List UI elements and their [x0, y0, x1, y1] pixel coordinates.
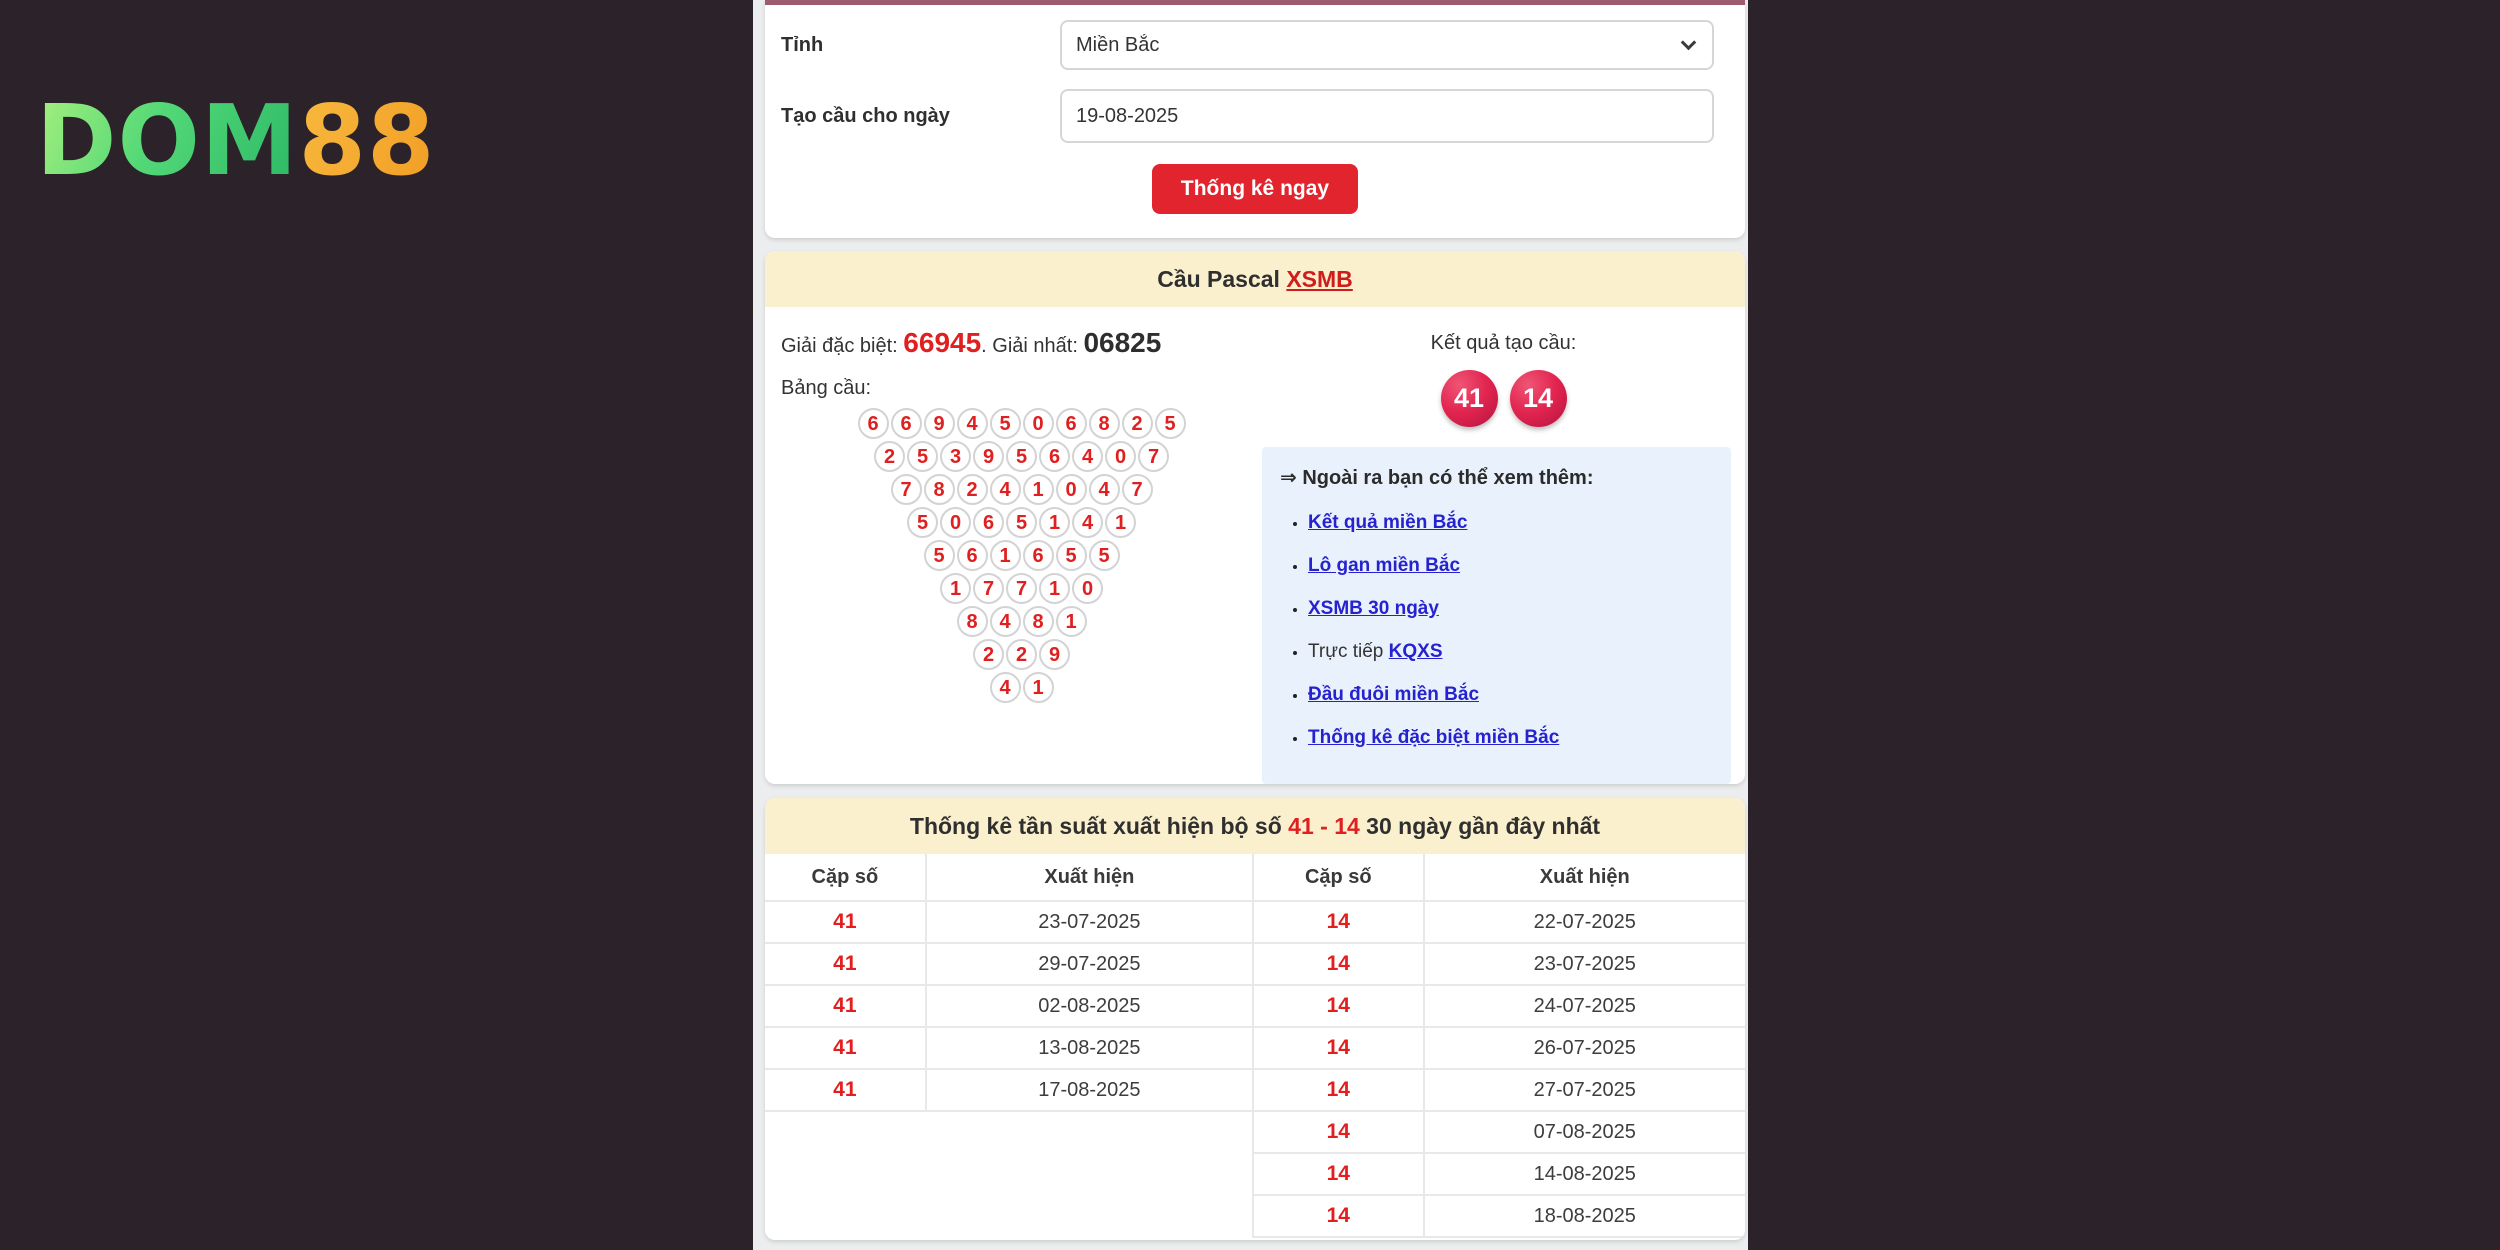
pair-cell: 14	[1253, 985, 1424, 1027]
prize-line	[781, 325, 1262, 364]
triangle-number: 1	[1023, 672, 1054, 703]
see-more-item	[1308, 553, 1711, 579]
date-cell: 24-07-2025	[1424, 985, 1745, 1027]
triangle-number: 0	[940, 507, 971, 538]
date-cell: 26-07-2025	[1424, 1027, 1745, 1069]
date-cell: 14-08-2025	[1424, 1153, 1745, 1195]
stats-title-suffix: 30 ngày gần đây nhất	[1359, 812, 1601, 839]
pair-cell: 14	[1253, 901, 1424, 943]
triangle-number: 8	[924, 474, 955, 505]
date-cell: 29-07-2025	[926, 943, 1253, 985]
pair-cell: 14	[1253, 1069, 1424, 1111]
triangle-number: 7	[1006, 573, 1037, 604]
lottery-form-card	[765, 0, 1745, 238]
triangle-number: 1	[990, 540, 1021, 571]
triangle-number: 6	[891, 408, 922, 439]
date-cell: 02-08-2025	[926, 985, 1253, 1027]
pair-cell: 14	[1253, 1195, 1424, 1237]
triangle-row	[781, 672, 1262, 703]
table-row	[765, 1027, 1745, 1069]
triangle-number: 4	[1089, 474, 1120, 505]
triangle-number: 4	[957, 408, 988, 439]
stats-title-banner	[765, 798, 1745, 854]
pair-cell: 14	[1253, 1111, 1424, 1153]
triangle-row	[781, 573, 1262, 604]
date-cell: 13-08-2025	[926, 1027, 1253, 1069]
triangle-number: 4	[1072, 441, 1103, 472]
triangle-number: 3	[940, 441, 971, 472]
triangle-number: 9	[973, 441, 1004, 472]
triangle-number: 1	[1039, 507, 1070, 538]
pascal-title-banner	[765, 251, 1745, 307]
pascal-left-column	[765, 307, 1262, 784]
see-more-link[interactable]: Lô gan miền Bắc	[1308, 555, 1461, 576]
triangle-number: 6	[1056, 408, 1087, 439]
date-cell: 18-08-2025	[1424, 1195, 1745, 1237]
see-more-link[interactable]: XSMB 30 ngày	[1308, 598, 1439, 619]
triangle-row	[781, 441, 1262, 472]
empty-cell	[765, 1111, 1253, 1237]
pair-cell: 41	[765, 901, 926, 943]
triangle-number: 4	[990, 672, 1021, 703]
triangle-row	[781, 507, 1262, 538]
triangle-number: 1	[1105, 507, 1136, 538]
pascal-card	[765, 251, 1745, 784]
triangle-number: 7	[1122, 474, 1153, 505]
pascal-body	[765, 307, 1745, 784]
date-cell: 23-07-2025	[1424, 943, 1745, 985]
triangle-row	[781, 606, 1262, 637]
result-balls	[1262, 370, 1745, 427]
triangle-number: 8	[1023, 606, 1054, 637]
see-more-link[interactable]: Thống kê đặc biệt miền Bắc	[1308, 727, 1560, 748]
column-header: Xuất hiện	[1424, 854, 1745, 901]
triangle-number: 6	[858, 408, 889, 439]
table-header-row	[765, 854, 1745, 901]
triangle-number: 5	[924, 540, 955, 571]
date-input[interactable]	[1060, 89, 1714, 143]
logo-text-green: DOM	[36, 84, 299, 197]
triangle-number: 2	[1122, 408, 1153, 439]
triangle-row	[781, 540, 1262, 571]
content-column	[753, 0, 1748, 1250]
pair-cell: 14	[1253, 943, 1424, 985]
triangle-number: 6	[1039, 441, 1070, 472]
column-header: Cặp số	[1253, 854, 1424, 901]
pair-cell: 41	[765, 1069, 926, 1111]
triangle-number: 9	[924, 408, 955, 439]
triangle-number: 2	[957, 474, 988, 505]
column-header: Cặp số	[765, 854, 926, 901]
special-prize-label: Giải đặc biệt:	[781, 335, 904, 357]
triangle-number: 1	[1023, 474, 1054, 505]
triangle-row	[781, 474, 1262, 505]
triangle-number: 1	[1039, 573, 1070, 604]
triangle-number: 0	[1056, 474, 1087, 505]
triangle-number: 4	[990, 606, 1021, 637]
see-more-item	[1308, 725, 1711, 751]
triangle-number: 9	[1039, 639, 1070, 670]
pascal-right-column	[1262, 307, 1745, 784]
triangle-number: 2	[1006, 639, 1037, 670]
special-prize-value: 66945	[903, 327, 982, 358]
pascal-title-text: Cầu Pascal	[1157, 265, 1287, 292]
stats-card	[765, 798, 1745, 1240]
province-label: Tỉnh	[781, 33, 824, 56]
table-row	[765, 985, 1745, 1027]
result-ball: 14	[1510, 370, 1567, 427]
triangle-number: 1	[1056, 606, 1087, 637]
see-more-item	[1308, 682, 1711, 708]
column-header: Xuất hiện	[926, 854, 1253, 901]
triangle-number: 5	[1089, 540, 1120, 571]
site-logo	[36, 84, 436, 197]
triangle-number: 1	[940, 573, 971, 604]
first-prize-label: . Giải nhất:	[981, 335, 1084, 357]
date-cell: 22-07-2025	[1424, 901, 1745, 943]
province-select[interactable]	[1060, 20, 1714, 70]
see-more-title: ⇒ Ngoài ra bạn có thể xem thêm:	[1280, 467, 1594, 489]
triangle-number: 5	[1056, 540, 1087, 571]
triangle-row	[781, 408, 1262, 439]
table-row	[765, 943, 1745, 985]
result-ball: 41	[1441, 370, 1498, 427]
see-more-item	[1308, 639, 1711, 665]
triangle-number: 2	[973, 639, 1004, 670]
pair-cell: 14	[1253, 1153, 1424, 1195]
date-cell: 17-08-2025	[926, 1069, 1253, 1111]
triangle-number: 8	[1089, 408, 1120, 439]
see-more-link[interactable]: Kết quả miền Bắc	[1308, 512, 1468, 533]
first-prize-value: 06825	[1083, 327, 1162, 358]
triangle-number: 7	[891, 474, 922, 505]
triangle-number: 6	[957, 540, 988, 571]
see-more-link[interactable]: Đầu đuôi miền Bắc	[1308, 684, 1480, 705]
triangle-number: 2	[874, 441, 905, 472]
pair-cell: 41	[765, 985, 926, 1027]
see-more-item	[1308, 596, 1711, 622]
logo-text-orange: 88	[298, 84, 436, 197]
link-prefix-text: Trực tiếp	[1308, 641, 1389, 662]
triangle-number: 5	[1006, 441, 1037, 472]
xsmb-link[interactable]: XSMB	[1286, 265, 1353, 292]
triangle-number: 4	[1072, 507, 1103, 538]
table-row	[765, 901, 1745, 943]
triangle-number: 5	[907, 441, 938, 472]
triangle-number: 4	[990, 474, 1021, 505]
stats-title-pair: 41 - 14	[1288, 812, 1360, 839]
date-label: Tạo cầu cho ngày	[781, 104, 950, 127]
triangle-number: 6	[973, 507, 1004, 538]
pair-cell: 41	[765, 1027, 926, 1069]
table-row	[765, 1069, 1745, 1111]
triangle-number: 0	[1072, 573, 1103, 604]
triangle-number: 5	[1006, 507, 1037, 538]
stats-title-prefix: Thống kê tần suất xuất hiện bộ số	[909, 812, 1289, 839]
triangle-number: 5	[907, 507, 938, 538]
frequency-table	[765, 854, 1745, 1238]
pair-cell: 14	[1253, 1027, 1424, 1069]
see-more-item	[1308, 510, 1711, 536]
pair-cell: 41	[765, 943, 926, 985]
triangle-number: 0	[1105, 441, 1136, 472]
see-more-links	[1280, 510, 1711, 751]
result-label: Kết quả tạo cầu:	[1430, 332, 1577, 354]
triangle-number: 7	[973, 573, 1004, 604]
button-row	[765, 164, 1745, 214]
date-cell: 27-07-2025	[1424, 1069, 1745, 1111]
date-cell: 07-08-2025	[1424, 1111, 1745, 1153]
statistics-now-button[interactable]: Thống kê ngay	[1152, 164, 1358, 214]
triangle-number: 0	[1023, 408, 1054, 439]
table-row	[765, 1111, 1745, 1153]
triangle-number: 5	[990, 408, 1021, 439]
triangle-number: 5	[1155, 408, 1186, 439]
province-row	[781, 20, 1729, 70]
triangle-number: 8	[957, 606, 988, 637]
date-cell: 23-07-2025	[926, 901, 1253, 943]
triangle-number: 7	[1138, 441, 1169, 472]
date-row	[781, 89, 1729, 143]
see-more-box	[1262, 447, 1731, 784]
board-label: Bảng cầu:	[781, 377, 872, 399]
see-more-link[interactable]: KQXS	[1388, 641, 1443, 662]
pascal-triangle	[781, 408, 1262, 703]
province-select-wrap	[1060, 20, 1714, 70]
triangle-number: 6	[1023, 540, 1054, 571]
triangle-row	[781, 639, 1262, 670]
